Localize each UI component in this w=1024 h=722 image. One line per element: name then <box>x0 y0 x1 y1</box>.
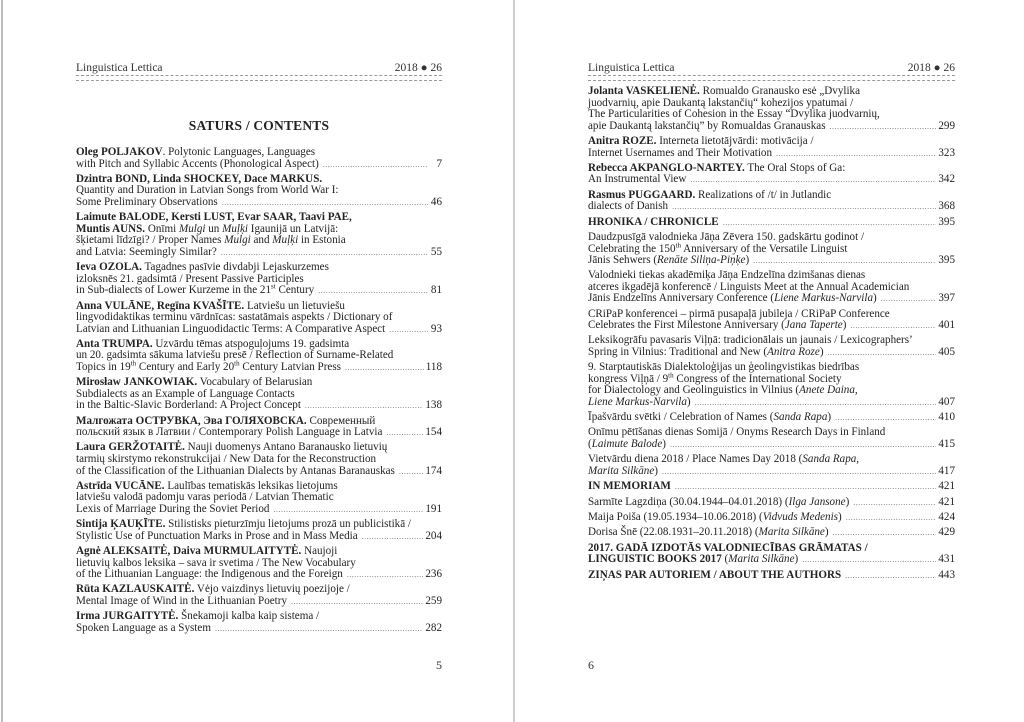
toc-list <box>76 147 442 638</box>
toc-entry-line: for Dialectology and Geolinguistics in Vilnius (Anete Daina, <box>588 384 858 397</box>
toc-page-number: 46 <box>430 195 442 208</box>
toc-page-number: 443 <box>938 568 955 581</box>
toc-entry-line: Subdialects as an Example of Language Contacts <box>76 387 295 400</box>
toc-entry-last-line <box>76 569 442 581</box>
toc-entry <box>588 527 955 539</box>
toc-entry <box>76 339 442 374</box>
dot-leader <box>753 255 936 267</box>
toc-entry-last-line <box>76 197 442 209</box>
toc-entry <box>76 584 442 607</box>
toc-entry-line: kongress Viļņā / 9th Congress of the International Society <box>588 371 842 385</box>
toc-page-number: 405 <box>938 346 955 359</box>
dot-leader <box>347 569 424 581</box>
toc-page-number: 191 <box>425 502 442 515</box>
toc-entry-line: of the Lithuanian Language: the Indigenous and the Foreign <box>76 568 343 581</box>
toc-entry-last-line <box>76 159 442 171</box>
dot-leader <box>215 623 423 635</box>
right-page <box>588 0 955 722</box>
issue-number: 2018 ● 26 <box>907 62 955 74</box>
toc-entry-line: Astrīda VUCĀNE. Laulības tematiskās leksikas lietojums <box>76 479 338 492</box>
toc-entry-last-line <box>76 531 442 543</box>
toc-page-number: 395 <box>938 215 955 228</box>
toc-entry <box>588 270 955 305</box>
scan-left-edge <box>1 0 3 722</box>
toc-entry-last-line <box>588 527 955 539</box>
dot-leader <box>690 174 936 186</box>
toc-entry-last-line <box>76 359 442 374</box>
toc-entry-last-line <box>588 293 955 305</box>
toc-entry-line: Onīmu pētīšanas dienas Somijā / Onyms Research Days in Finland <box>588 426 886 439</box>
toc-entry-last-line <box>76 282 442 297</box>
dot-leader <box>881 293 937 305</box>
toc-entry-last-line <box>588 217 955 229</box>
toc-entry-line: 2017. GADĀ IZDOTĀS VALODNIECĪBAS GRĀMATAS / <box>588 541 868 554</box>
toc-page-number: 299 <box>938 119 955 132</box>
toc-entry-line: Jānis Endzelīns Anniversary Conference (Liene Markus-Narvila) <box>588 292 877 305</box>
toc-entry <box>76 442 442 477</box>
toc-entry-line: Dzintra BOND, Linda SHOCKEY, Dace MARKUS. <box>76 172 323 185</box>
dot-leader <box>273 504 423 516</box>
toc-page-number: 118 <box>425 361 442 374</box>
toc-page-number: 55 <box>430 245 442 258</box>
toc-entry-last-line <box>76 466 442 478</box>
toc-entry-line: Spoken Language as a System <box>76 621 211 634</box>
toc-entry-last-line <box>588 347 955 359</box>
dot-leader <box>362 531 424 543</box>
dot-leader <box>305 400 423 412</box>
dot-leader <box>828 347 937 359</box>
dot-leader <box>830 121 937 133</box>
toc-title: SATURS / CONTENTS <box>188 118 330 133</box>
toc-entry <box>588 427 955 450</box>
toc-page-number: 415 <box>938 437 955 450</box>
toc-entry <box>588 335 955 358</box>
dot-leader <box>399 466 424 478</box>
toc-page-number: 138 <box>425 399 442 412</box>
toc-page-number: 429 <box>938 525 955 538</box>
toc-entry-line: Agnė ALEKSAITĖ, Daiva MURMULAITYTĖ. Naujoji <box>76 544 338 557</box>
page-number: 6 <box>588 658 594 672</box>
toc-entry-last-line <box>588 439 955 451</box>
dot-leader <box>833 527 937 539</box>
toc-page-number: 282 <box>425 621 442 634</box>
toc-entry <box>76 377 442 412</box>
toc-entry-line: Dorisa Šnē (22.08.1931–20.11.2018) (Marita Silkāne) <box>588 525 829 538</box>
toc-entry-line: Jolanta VASKELIENĖ. Romualdo Granausko esė „Dvylika <box>588 85 861 97</box>
toc-entry-line: Rebecca AKPANGLO-NARTEY. The Oral Stops of Ga: <box>588 161 846 174</box>
dot-leader <box>291 596 423 608</box>
toc-page-number: 395 <box>938 254 955 267</box>
toc-entry-line: Lexis of Marriage During the Soviet Period <box>76 502 270 515</box>
toc-entry-line: apie Daukantą lakstančių” by Romualdas Granauskas <box>588 119 826 132</box>
toc-page-number: 397 <box>938 292 955 305</box>
journal-title: Linguistica Lettica <box>588 62 675 74</box>
toc-entry-last-line <box>588 512 955 524</box>
toc-entry-line: Marita Silkāne) <box>588 464 658 477</box>
toc-entry <box>588 512 955 524</box>
toc-entry-line: Topics in 19th Century and Early 20th Century Latvian Press <box>76 359 341 374</box>
toc-entry-line: Latvian and Lithuanian Linguodidactic Terms: A Comparative Aspect <box>76 322 386 335</box>
toc-entry-line: dialects of Danish <box>588 200 669 213</box>
toc-page-number: 407 <box>938 396 955 408</box>
toc-page-number: 421 <box>938 480 955 493</box>
toc-entry-line: Celebrating the 150th Anniversary of the Versatile Linguist <box>588 240 848 255</box>
toc-entry-line: Anna VULĀNE, Regīna KVAŠĪTE. Latviešu un lietuviešu <box>76 299 345 312</box>
toc-entry <box>588 362 955 408</box>
toc-entry-line: izloksnēs 21. gadsimtā / Present Passive Participles <box>76 272 304 285</box>
toc-entry-line: un 20. gadsimta sākuma latviešu presē / Reflection of Surname-Related <box>76 349 394 362</box>
toc-page-number: 421 <box>938 495 955 508</box>
dot-leader <box>221 247 428 259</box>
toc-entry <box>76 212 442 258</box>
toc-entry <box>588 163 955 186</box>
toc-entry-line: Rasmus PUGGAARD. Realizations of /t/ in Jutlandic <box>588 188 832 201</box>
toc-entry-line: Quantity and Duration in Latvian Songs from World War I: <box>76 184 339 197</box>
toc-entry-line: Valodnieki tiekas akadēmiķa Jāņa Endzelīna dzimšanas dienas <box>588 269 866 282</box>
left-page <box>76 0 442 722</box>
toc-section-heading <box>588 570 955 582</box>
toc-page-number: 81 <box>430 284 442 297</box>
toc-entry-last-line <box>588 255 955 267</box>
toc-entry-last-line <box>76 596 442 608</box>
toc-entry-line: lietuvių kalbos leksika – sava ir svetima / The New Vocabulary <box>76 556 356 569</box>
toc-entry-line: CRiPaP konferencei – pirmā pusapaļā jubileja / CRiPaP Conference <box>588 307 890 320</box>
dot-leader <box>802 554 936 566</box>
toc-entry-last-line <box>588 201 955 213</box>
toc-entry-line: atceres ikgadējā konferencē / Linguists Meet at the Annual Academician <box>588 280 910 293</box>
toc-entry <box>588 309 955 332</box>
toc-entry-line: juodvarnių, apie Daukantą lakstančių“ kohezijos ypatumai / <box>588 96 854 109</box>
toc-entry <box>76 481 442 516</box>
toc-entry-line: Rūta KAZLAUSKAITĖ. Vėjo vaizdinys lietuvių poezijoje / <box>76 583 350 596</box>
toc-entry <box>588 412 955 424</box>
toc-entry-last-line <box>588 466 955 478</box>
dot-leader <box>672 201 936 213</box>
toc-entry-line: šķietami līdzīgi? / Proper Names Mulgi and Muļķi in Estonia <box>76 234 346 247</box>
toc-entry-line: tarmių skirstymo rekonstrukcijai / New Data for the Reconstruction <box>76 453 377 465</box>
toc-entry-line: Oleg POLJAKOV. Polytonic Languages, Languages <box>76 146 316 158</box>
toc-entry-line: (Laimute Balode) <box>588 437 666 450</box>
toc-entry-last-line <box>588 554 955 566</box>
dot-leader <box>776 148 936 160</box>
toc-entry <box>588 86 955 132</box>
toc-page-number: 174 <box>425 464 442 477</box>
toc-page-number: 154 <box>425 426 442 439</box>
toc-page-number: 204 <box>425 529 442 542</box>
toc-entry-line: польский язык в Латвии / Contemporary Polish Language in Latvia <box>76 426 383 439</box>
dot-leader <box>318 285 428 297</box>
toc-entry-last-line <box>76 324 442 336</box>
toc-page-number: 259 <box>425 594 442 607</box>
toc-entry-line: Ieva OZOLA. Tagadnes pasīvie divdabji Lejaskurzemes <box>76 261 329 274</box>
toc-entry-line: Vietvārdu diena 2018 / Place Names Day 2018 (Sanda Rapa, <box>588 453 860 466</box>
dot-leader <box>389 324 428 336</box>
toc-entry <box>588 454 955 477</box>
toc-entry-line: Anta TRUMPA. Uzvārdu tēmas atspoguļojums 19. gadsimta <box>76 337 350 350</box>
toc-entry-last-line <box>588 320 955 332</box>
toc-page-number: 236 <box>425 568 442 581</box>
toc-entry <box>76 301 442 336</box>
toc-entry-line: in Sub-dialects of Lower Kurzeme in the 21st Century <box>76 282 315 297</box>
dot-leader <box>846 512 937 524</box>
toc-entry-line: IN MEMORIAM <box>588 480 671 493</box>
toc-entry-last-line <box>588 497 955 509</box>
toc-entry <box>76 416 442 439</box>
book-spine-divider <box>513 0 515 722</box>
toc-entry-last-line <box>588 148 955 160</box>
toc-entry-line: An Instrumental View <box>588 173 687 186</box>
toc-entry-line: of the Classification of the Lithuanian Dialects by Antanas Baranauskas <box>76 464 395 477</box>
journal-title: Linguistica Lettica <box>76 62 163 74</box>
toc-page-number: 424 <box>938 510 955 523</box>
running-head <box>76 62 442 74</box>
dot-leader <box>386 427 423 439</box>
toc-entry-line: Leksikogrāfu pavasaris Viļņā: tradicionālais un jaunais / Lexicographers’ <box>588 334 913 347</box>
issue-number: 2018 ● 26 <box>394 62 442 74</box>
toc-entry <box>588 190 955 213</box>
toc-page-number: 431 <box>938 553 955 566</box>
dot-leader <box>323 159 428 171</box>
toc-entry <box>76 174 442 209</box>
page-number: 5 <box>436 658 442 672</box>
toc-entry-line: with Pitch and Syllabic Accents (Phonological Aspect) <box>76 157 319 170</box>
toc-entry-line: Some Preliminary Observations <box>76 195 218 208</box>
dot-leader <box>853 497 936 509</box>
toc-entry <box>76 519 442 542</box>
toc-entry-line: LINGUISTIC BOOKS 2017 (Marita Silkāne) <box>588 553 799 566</box>
header-rule <box>588 75 955 81</box>
toc-entry-last-line <box>588 397 955 409</box>
toc-page-number: 323 <box>938 146 955 159</box>
toc-entry-line: HRONIKA / CHRONICLE <box>588 215 719 228</box>
toc-list <box>588 86 955 585</box>
toc-section-heading <box>588 543 955 566</box>
toc-entry-line: Stylistic Use of Punctuation Marks in Prose and in Mass Media <box>76 529 358 542</box>
toc-entry-line: Spring in Vilnius: Traditional and New (Anitra Roze) <box>588 346 824 359</box>
toc-page-number: 417 <box>938 464 955 477</box>
toc-entry-line: Maija Poiša (19.05.1934–10.06.2018) (Vidvuds Medenis) <box>588 510 842 523</box>
toc-section-heading <box>588 217 955 229</box>
toc-page-number: 7 <box>436 157 442 170</box>
dot-leader <box>675 481 936 493</box>
toc-entry-last-line <box>588 412 955 424</box>
toc-entry-last-line <box>76 247 442 259</box>
toc-entry <box>76 546 442 581</box>
dot-leader <box>845 570 936 582</box>
toc-entry-line: Sintija ĶAUĶĪTE. Stilistisks pieturzīmju lietojums prozā un publicistikā / <box>76 518 411 531</box>
toc-entry-line: Anitra ROZE. Interneta lietotājvārdi: motivācija / <box>588 134 814 147</box>
toc-entry-line: latviešu valodā padomju varas periodā / Latvian Thematic <box>76 491 334 504</box>
toc-entry-line: Irma JURGAITYTĖ. Šnekamoji kalba kaip sistema / <box>76 610 320 623</box>
dot-leader <box>662 466 936 478</box>
toc-entry-line: Muntis AUNS. Onīmi Mulgi un Muļķi Igaunijā un Latvijā: <box>76 222 339 235</box>
dot-leader <box>695 397 937 409</box>
toc-entry <box>588 497 955 509</box>
toc-entry-line: Laimute BALODE, Kersti LUST, Evar SAAR, Taavi PAE, <box>76 211 352 224</box>
toc-entry <box>76 147 442 170</box>
toc-section-heading <box>588 481 955 493</box>
dot-leader <box>835 412 936 424</box>
toc-entry <box>76 262 442 297</box>
toc-entry-line: in the Baltic-Slavic Borderland: A Project Concept <box>76 399 301 412</box>
dot-leader <box>723 217 937 229</box>
toc-entry <box>588 232 955 267</box>
toc-page-number: 401 <box>938 319 955 332</box>
toc-entry-line: Liene Markus-Narvila) <box>588 396 691 408</box>
toc-page-number: 93 <box>430 322 442 335</box>
toc-entry-line: 9. Starptautiskās Dialektoloģijas un ģeolingvistikas biedrības <box>588 361 860 374</box>
toc-entry-line: and Latvia: Seemingly Similar? <box>76 245 217 258</box>
toc-entry-last-line <box>76 427 442 439</box>
toc-page-number: 368 <box>938 200 955 213</box>
toc-entry-last-line <box>76 504 442 516</box>
toc-entry-line: Mirosław JANKOWIAK. Vocabulary of Belarusian <box>76 376 313 389</box>
dot-leader <box>850 320 936 332</box>
running-head <box>588 62 955 74</box>
toc-entry-line: Laura GERŽOTAITĖ. Nauji duomenys Antano Baranausko lietuvių <box>76 441 388 454</box>
toc-entry <box>76 611 442 634</box>
toc-page-number: 342 <box>938 173 955 186</box>
toc-entry-last-line <box>76 400 442 412</box>
toc-entry-line: Mental Image of Wind in the Lithuanian Poetry <box>76 594 288 607</box>
toc-entry-line: The Particularities of Cohesion in the Essay “Dvylika juodvarnių, <box>588 108 880 121</box>
toc-entry <box>588 136 955 159</box>
toc-entry-last-line <box>588 121 955 133</box>
dot-leader <box>670 439 936 451</box>
toc-entry-last-line <box>76 623 442 635</box>
toc-entry-line: Малгожата ОСТРУВКА, Эва ГОЛЯХОВСКА. Современный <box>76 414 376 427</box>
toc-entry-line: Celebrates the First Milestone Anniversary (Jana Taperte) <box>588 319 847 332</box>
header-rule <box>76 75 442 81</box>
toc-entry-line: Jānis Sehwers (Renāte Siliņa-Piņķe) <box>588 254 750 267</box>
toc-entry-line: Daudzpusīgā valodnieka Jāņa Zēvera 150. gadskārtu godinot / <box>588 230 865 243</box>
toc-entry-line: ZIŅAS PAR AUTORIEM / ABOUT THE AUTHORS <box>588 568 842 581</box>
toc-entry-line: Internet Usernames and Their Motivation <box>588 146 773 159</box>
toc-entry-line: lingvodidaktikas terminu vārdnīcas: sastatāmais aspekts / Dictionary of <box>76 311 393 324</box>
dot-leader <box>222 197 428 209</box>
dot-leader <box>345 362 424 374</box>
toc-entry-line: Īpašvārdu svētki / Celebration of Names (Sanda Rapa) <box>588 411 832 424</box>
toc-entry-line: Sarmīte Lagzdiņa (30.04.1944–04.01.2018) (Ilga Jansone) <box>588 495 850 508</box>
toc-entry-last-line <box>588 174 955 186</box>
toc-page-number: 410 <box>938 411 955 424</box>
toc-entry-last-line <box>588 481 955 493</box>
toc-entry-last-line <box>588 570 955 582</box>
